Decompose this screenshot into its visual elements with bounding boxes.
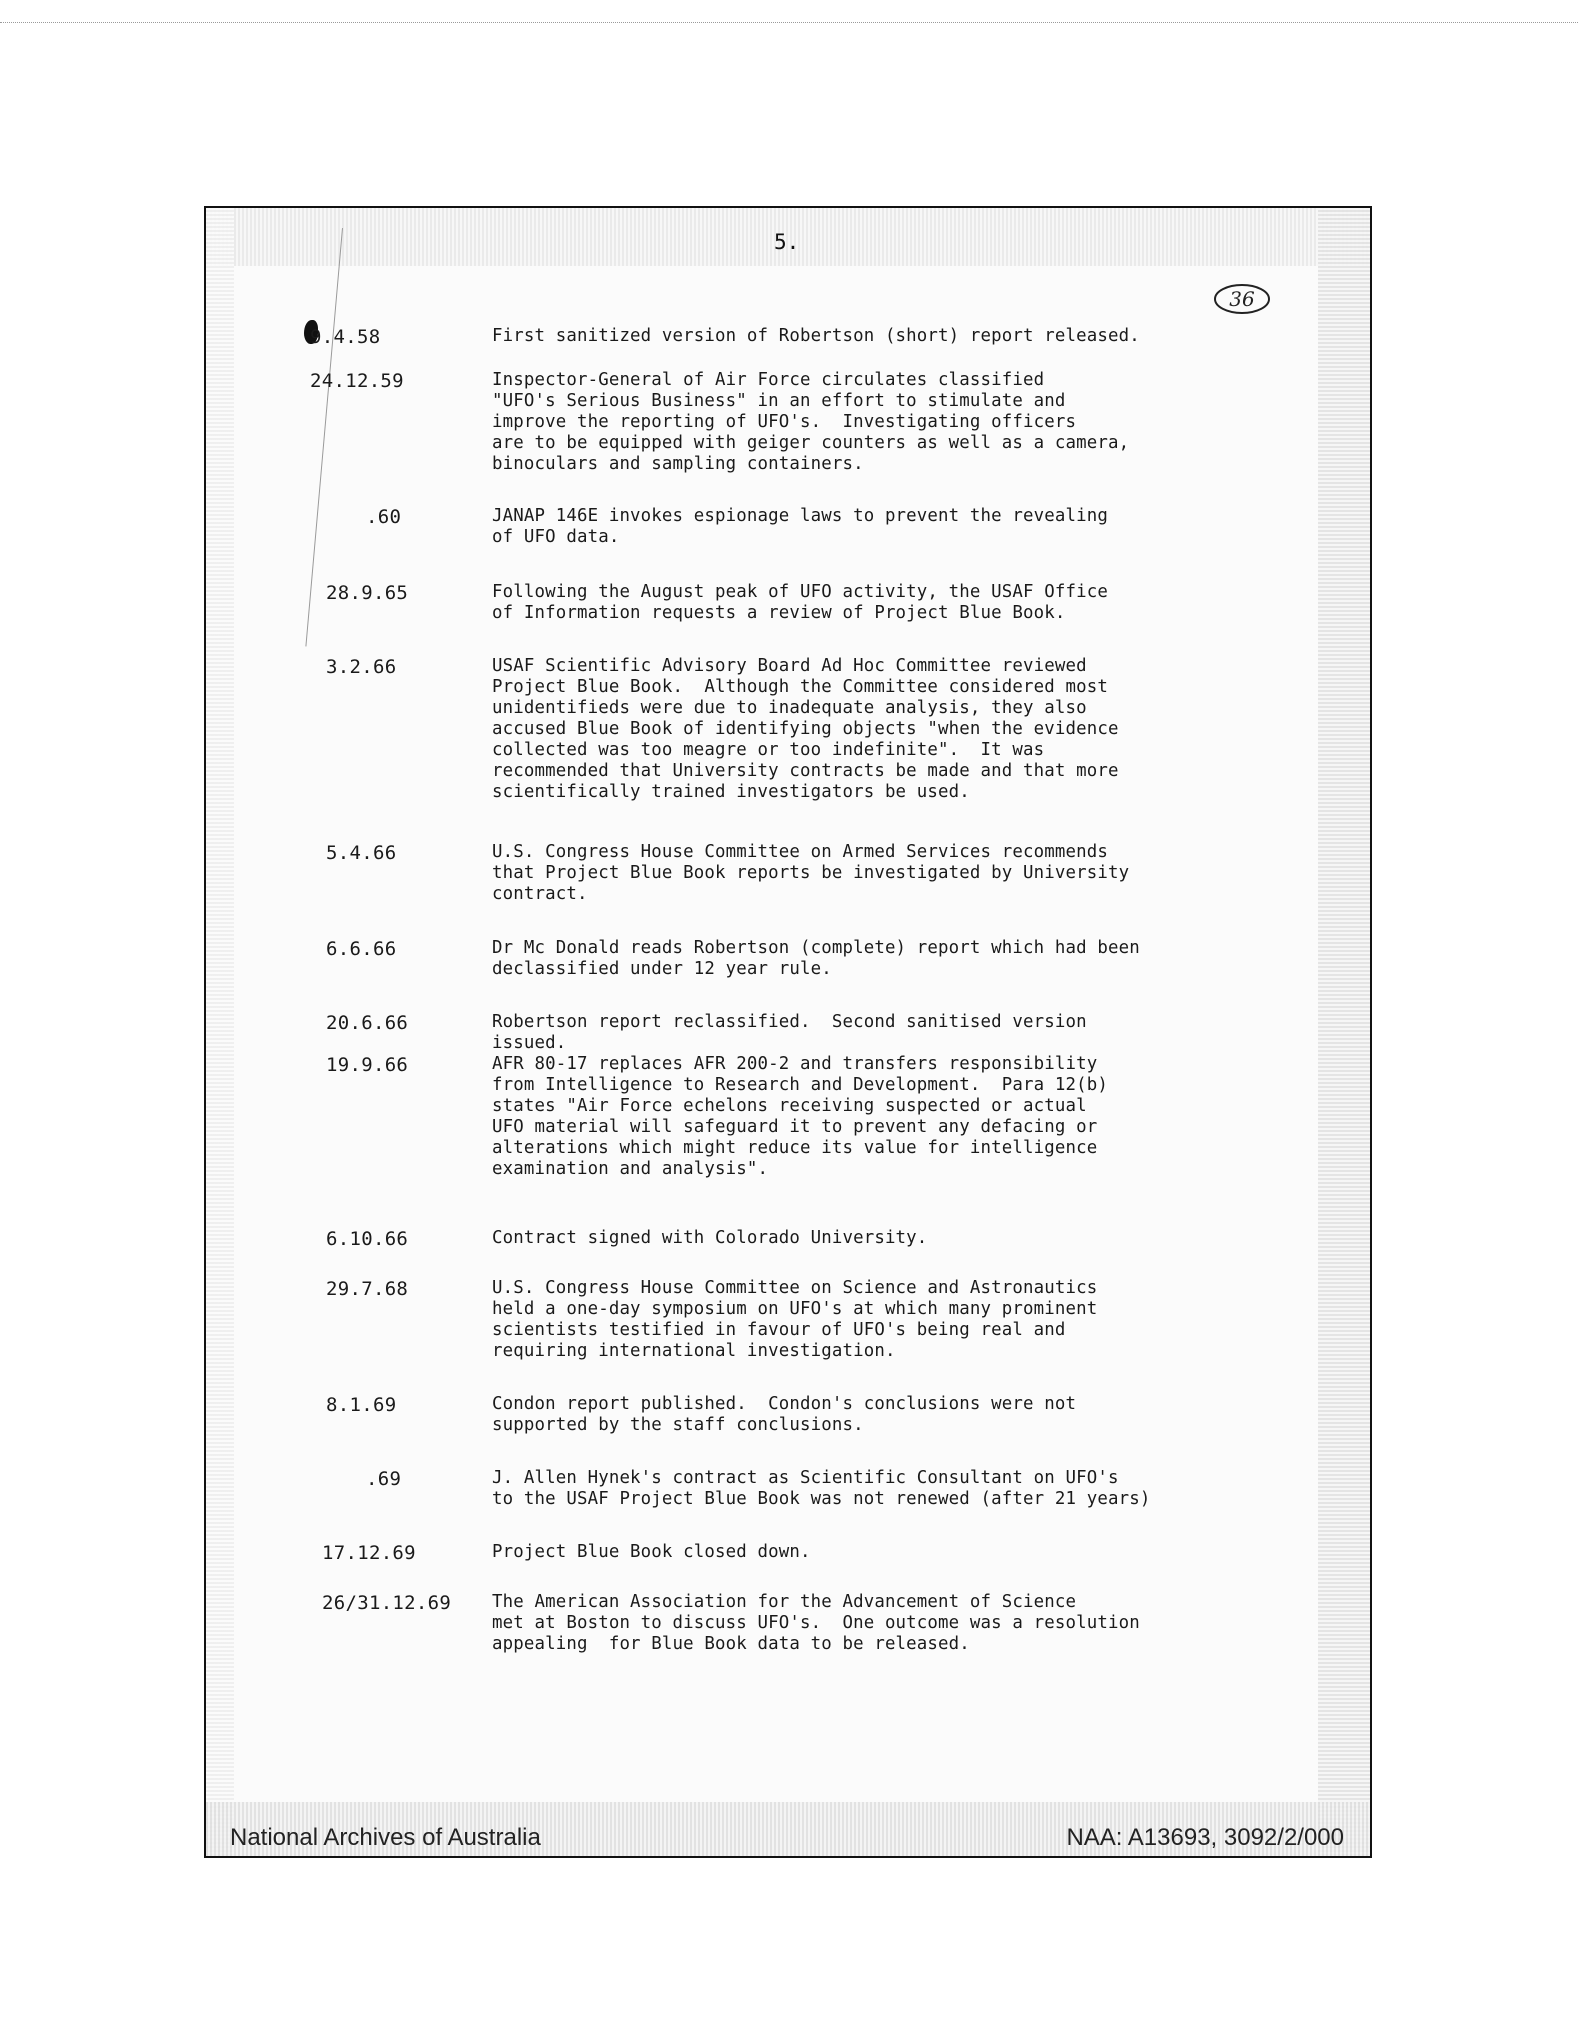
entry-text: Robertson report reclassified. Second sanitised version issued. bbox=[492, 1012, 1087, 1053]
scan-shading-left bbox=[206, 208, 234, 1856]
entry-text: Project Blue Book closed down. bbox=[492, 1542, 811, 1562]
entry-text: Inspector-General of Air Force circulates classified "UFO's Serious Business" in an effort to stimulate and improve the reporting of UFO's. Investigating officers are to be equipped with geiger counters as well as a camera, binoculars and sampling containers. bbox=[492, 370, 1130, 474]
entry-text: USAF Scientific Advisory Board Ad Hoc Committee reviewed Project Blue Book. Although the Committee considered most unidentifieds were due to inadequate analysis, they also accused Blue Book of identifying objects "when the evidence collected was too meagre or too indefinite". It was recommended that University contracts be made and that more scientifically trained investigators be used. bbox=[492, 656, 1119, 802]
page-number: 5. bbox=[774, 230, 800, 254]
entry-date: 6.10.66 bbox=[326, 1228, 409, 1250]
archive-reference: NAA: A13693, 3092/2/000 bbox=[1066, 1824, 1344, 1851]
document-sheet bbox=[204, 206, 1372, 1858]
entry-date: 9.4.58 bbox=[310, 326, 381, 348]
entry-date: 29.7.68 bbox=[326, 1278, 409, 1300]
entry-text: Contract signed with Colorado University. bbox=[492, 1228, 928, 1248]
entry-text: U.S. Congress House Committee on Science and Astronautics held a one-day symposium on UFO's at which many prominent scientists testified in favour of UFO's being real and requiring international investigation. bbox=[492, 1278, 1098, 1361]
entry-text: J. Allen Hynek's contract as Scientific Consultant on UFO's to the USAF Project Blue Book was not renewed (after 21 years) bbox=[492, 1468, 1151, 1509]
folio-stamp bbox=[1212, 282, 1272, 316]
archive-name: National Archives of Australia bbox=[230, 1824, 541, 1851]
entry-date: 20.6.66 bbox=[326, 1012, 409, 1034]
entry-text: The American Association for the Advancement of Science met at Boston to discuss UFO's. One outcome was a resolution appealing for Blue Book data to be released. bbox=[492, 1592, 1140, 1654]
entry-date: 3.2.66 bbox=[326, 656, 397, 678]
entry-text: U.S. Congress House Committee on Armed Services recommends that Project Blue Book reports be investigated by University contract. bbox=[492, 842, 1130, 904]
entry-text: AFR 80-17 replaces AFR 200-2 and transfers responsibility from Intelligence to Research and Development. Para 12(b) states "Air Force echelons receiving suspected or actual UFO material will safeguard it to prevent any defacing or alterations which might reduce its value for intelligence examination and analysis". bbox=[492, 1054, 1108, 1179]
entry-text: First sanitized version of Robertson (short) report released. bbox=[492, 326, 1140, 346]
entry-date: 24.12.59 bbox=[310, 370, 404, 392]
entry-date: 5.4.66 bbox=[326, 842, 397, 864]
entry-date: .60 bbox=[366, 506, 402, 528]
entry-text: Dr Mc Donald reads Robertson (complete) report which had been declassified under 12 year rule. bbox=[492, 938, 1140, 979]
entry-date: 8.1.69 bbox=[326, 1394, 397, 1416]
entry-date: 28.9.65 bbox=[326, 582, 409, 604]
entry-date: 26/31.12.69 bbox=[322, 1592, 452, 1614]
entry-date: .69 bbox=[366, 1468, 402, 1490]
entry-date: 6.6.66 bbox=[326, 938, 397, 960]
entry-text: Condon report published. Condon's conclusions were not supported by the staff conclusions. bbox=[492, 1394, 1077, 1435]
page-top-divider bbox=[0, 22, 1578, 23]
entry-date: 19.9.66 bbox=[326, 1054, 409, 1076]
entry-date: 17.12.69 bbox=[322, 1542, 416, 1564]
folio-stamp-number: 36 bbox=[1229, 287, 1255, 311]
entry-text: JANAP 146E invokes espionage laws to prevent the revealing of UFO data. bbox=[492, 506, 1108, 547]
entry-text: Following the August peak of UFO activity, the USAF Office of Information requests a review of Project Blue Book. bbox=[492, 582, 1108, 623]
